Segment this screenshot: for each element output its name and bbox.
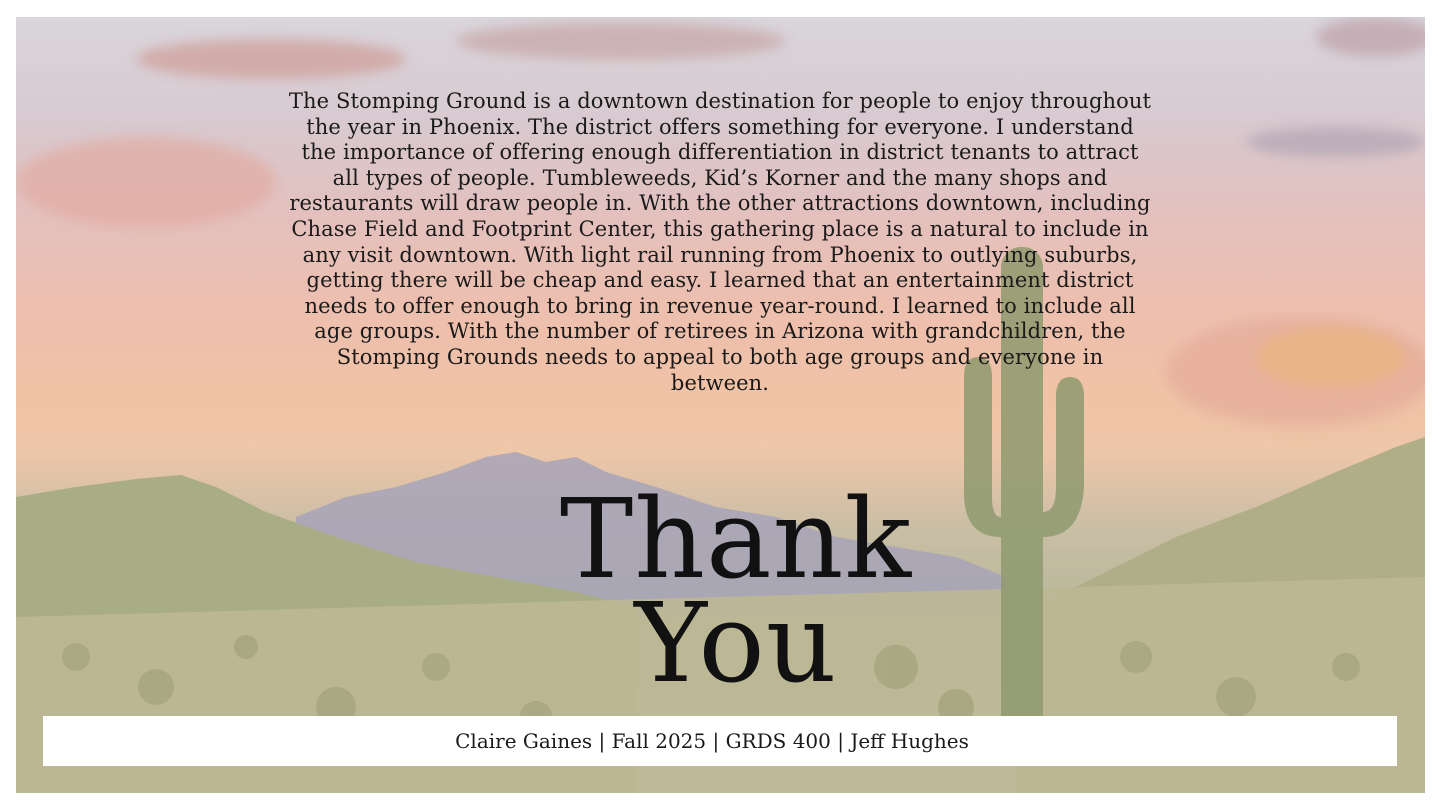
summary-paragraph: The Stomping Ground is a downtown destination for people to enjoy throughout the year in Phoenix. The district offers something for everyone. I understand the importance of offering enough differentiation in district tenants to attract all types of people. Tumbleweeds, Kid’s Korner and the many shops and restaurants will draw people in. With the other attractions downtown, including Chase Field and Footprint Center, this gathering place is a natural to include in any visit downtown. With light rail running from Phoenix to outlying suburbs, getting there will be cheap and easy. I learned that an entertainment district needs to offer enough to bring in revenue year-round. I learned to include all age groups. With the number of retirees in Arizona with grandchildren, the Stomping Grounds needs to appeal to both age groups and everyone in between. [288,89,1152,395]
thank-you-line: Thank [559,475,913,603]
credit-text: Claire Gaines | Fall 2025 | GRDS 400 | Jeff Hughes [455,729,969,753]
slide [16,17,1425,793]
thank-you-line: You [634,579,838,707]
thank-you-heading [466,475,1006,707]
credit-footer [43,716,1397,766]
